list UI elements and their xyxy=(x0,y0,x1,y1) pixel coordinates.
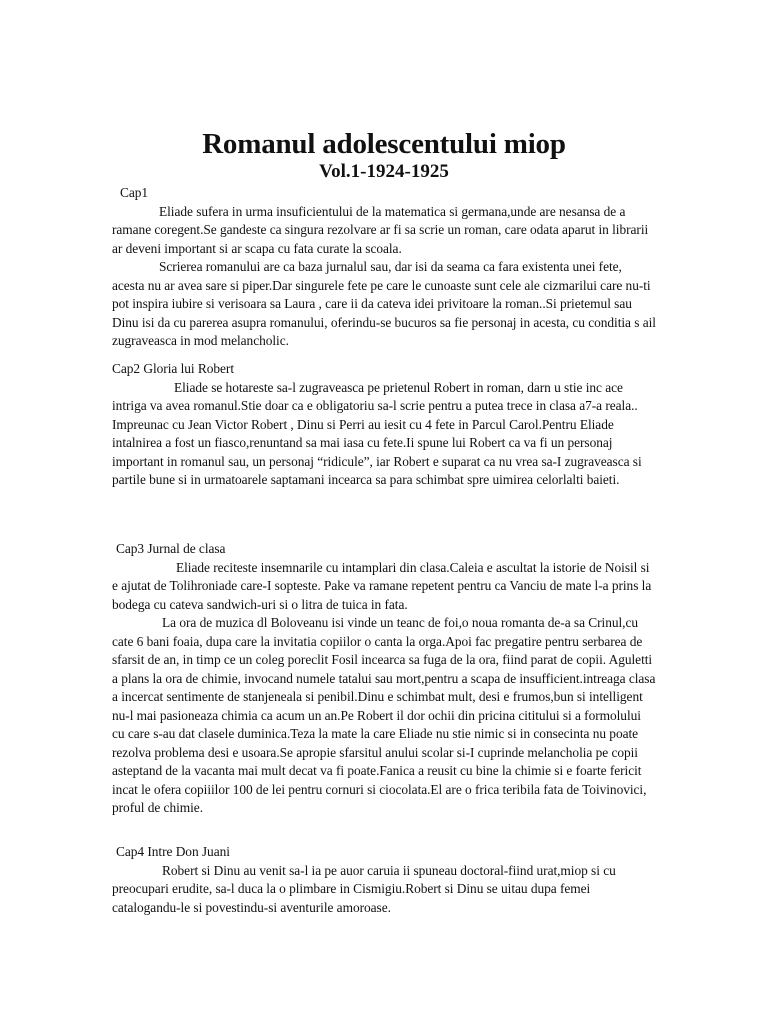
chapter-3-paragraph-1: Eliade reciteste insemnarile cu intamplari din clasa.Caleia e ascultat la istorie de Noisil si e ajutat de Tolihroniade care-I sopteste. Pake va ramane repetent pentru ca Vanciu de mate l-a prins la bodega cu cateva sandwich-uri si o litra de tuica in fata. xyxy=(112,559,652,612)
chapter-2 xyxy=(112,360,656,490)
chapter-1-paragraph-1: Eliade sufera in urma insuficientului de la matematica si germana,unde are nesansa de a ramane coregent.Se gandeste ca singura rezolvare ar fi sa scrie un roman, care odata aparut in librarii ar deveni important si ar scapa cu fata curate la scoala. xyxy=(112,203,649,256)
document-title: Romanul adolescentului miop xyxy=(202,128,566,160)
chapter-4 xyxy=(112,843,656,917)
chapter-2-paragraph-2: Impreunac cu Jean Victor Robert , Dinu si Perri au iesit cu 4 fete in Parcul Carol.Pentru Eliade intalnirea a fost un fiasco,renuntand sa mai iasa cu fete.Ii spune lui Robert ca va fi un personaj important in romanul sau, un personaj “ridicule”, iar Robert e suparat ca nu vrea sa-I zugraveasca si partile bune si in urmatoarele saptamani incearca sa para schimbat spre uimirea celorlalti baieti. xyxy=(112,416,642,487)
chapter-3 xyxy=(112,540,656,818)
chapter-4-paragraph-1: Robert si Dinu au venit sa-l ia pe auor caruia ii spuneau doctoral-fiind urat,miop si cu preocupari erudite, sa-l duca la o plimbare in Cismigiu.Robert si Dinu se uitau dupa femei catalogandu-le si povestindu-si aventurile amoroase. xyxy=(112,862,616,915)
chapter-2-heading: Cap2 Gloria lui Robert xyxy=(112,361,234,376)
chapter-4-heading: Cap4 Intre Don Juani xyxy=(116,844,230,859)
document-subtitle: Vol.1-1924-1925 xyxy=(319,161,449,182)
chapter-3-heading: Cap3 Jurnal de clasa xyxy=(116,541,226,556)
chapter-1 xyxy=(112,184,656,351)
chapter-2-paragraph-1: Eliade se hotareste sa-l zugraveasca pe prietenul Robert in roman, darn u stie inc ace intriga va avea romanul.Stie doar ca e obligatoriu sa-l scrie pentru a putea trece in clasa a7-a reala.. xyxy=(112,379,638,413)
chapter-1-paragraph-2: Scrierea romanului are ca baza jurnalul sau, dar isi da seama ca fara existenta unei fete, acesta nu ar avea sare si piper.Dar singurele fete pe care le cunoaste sunt cele ale cizmarilui care nu-ti pot inspira iubire si verisoara sa Laura , care ii da cateva idei privitoare la roman..Si prietemul sau Dinu isi da cu parerea asupra romanului, oferindu-se bucuros sa fie personaj in acesta, cu conditia s ail zugraveasca in mod melancholic. xyxy=(112,259,656,348)
chapter-1-heading: Cap1 xyxy=(120,185,149,200)
chapter-3-paragraph-2: La ora de muzica dl Boloveanu isi vinde un teanc de foi,o noua romanta de-a sa Crinul,cu cate 6 bani foaia, dupa care la invitatia copiilor o canta la orga.Apoi fac pregatire pentru serbarea de sfarsit de an, in timp ce un coleg poreclit Fosil incearca sa fuga de la ora, fiind parat de copii. Aguletti a plans la ora de chimie, invocand numele tatalui sau mort,pentru a scapa de insufficient.intreaga clasa a incercat sentimente de stanjeneala si penibil.Dinu e schimbat mult, desi e frumos,bun si intelligent nu-l mai pasioneaza chimia ca acum un an.Pe Robert il dor ochii din pricina cititului si a formolului cu care s-au dat clasele duminica.Teza la mate la care Eliade nu stie nimic si in consecinta nu poate rezolva problema desi e usoara.Se apropie sfarsitul anului scolar si-I cuprinde melancholia pe copii asteptand de la vacanta mai mult decat va fi poate.Fanica a reusit cu bine la chimie si e foarte fericit incat le ofera copiiilor 100 de lei pentru cornuri si ciocolata.El are o frica teribila fata de Toivinovici, proful de chimie. xyxy=(112,615,656,815)
